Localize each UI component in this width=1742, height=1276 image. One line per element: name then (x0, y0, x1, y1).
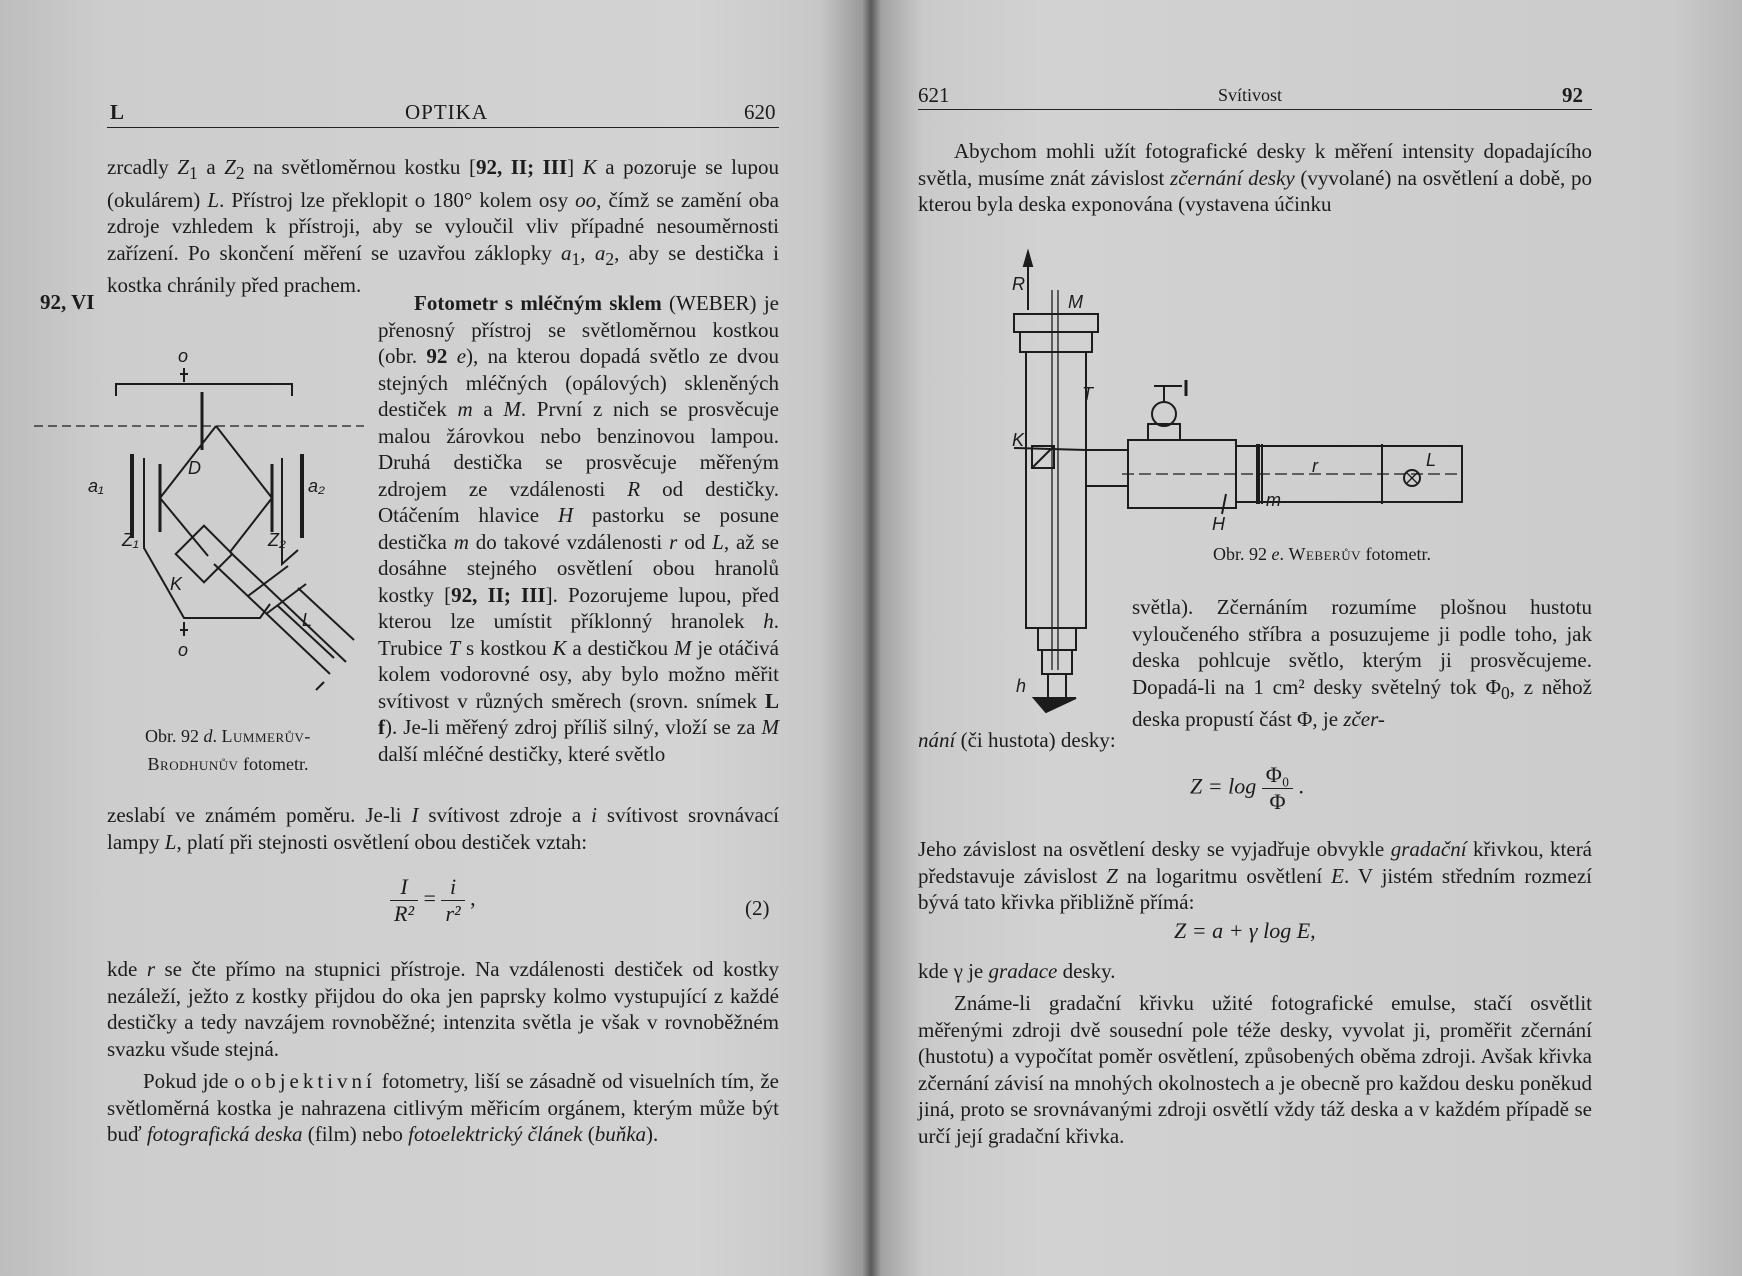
paragraph-blackening: světla). Zčernáním rozumíme plošnou hustotu vyloučeného stříbra a posuzujeme ji podle toho, jak deska pohlcuje světlo, kterým ji prosvěcujeme. Dopadá-li na 1 cm² desky světelný tok $\Phi_0$, z něhož deska propustí část Φ, je zčer- (1132, 595, 1592, 732)
header-title: OPTIKA (405, 100, 488, 124)
paragraph-known-curve (918, 990, 1592, 1149)
weber-text: Fotometr s mléčným sklem (WEBER) je přenosný přístroj se světloměrnou kostkou (obr. 92 e), na kterou dopadá světlo ze dvou stejných mléčných (opálových) skleněných destiček m a M. První z nich se prosvěcuje malou žárovkou nebo benzinovou lampou. Druhá destička se prosvěcuje měřeným zdrojem ze vzdálenosti R od destičky. Otáčením hlavice H pastorku se posune destička m do takové vzdálenosti r od L, až se dosáhne stejného osvětlení obou hranolů kostky [92, II; III]. Pozorujeme lupou, před kterou lze umístit příklonný hranolek h. Trubice T s kostkou K a destičkou M je otáčivá kolem vodorovné osy, aby bylo možno měřit svítivost v různých směrech (srovn. snímek L f). Je-li měřený zdroj příliš silný, vloží se za M další mléčné destičky, které světlo (378, 291, 780, 766)
objective-text: Pokud jde o objektivní fotometry, liší se zásadně od visuelních tím, že světloměrná kostka je nahrazena citlivým měřicím orgánem, kterým může být buď fotografická deska (film) nebo fotoelektrický článek (buňka). (107, 1069, 779, 1146)
equation-number: (2) (745, 896, 770, 920)
caption-line-1: Obr. 92 d. Lummerův- (145, 726, 311, 746)
fig-label-o-bottom: o (178, 640, 189, 660)
fig-label-Z1: Z₁ (122, 530, 139, 550)
paragraph-distance: kde r se čte přímo na stupnici přístroje. Na vzdálenosti destiček od kostky nezáleží, ježto z kostky přijdou do oka jen paprsky kolmo vystupující z každé destičky a tedy navzájem rovnoběžné; intenzita světla je však v rovnoběžném svazku všude stejná. (107, 957, 779, 1061)
paragraph-relation: zeslabí ve známém poměru. Je-li I svítivost zdroje a i svítivost srovnávací lampy L, platí při stejnosti osvětlení obou destiček vztah: (107, 803, 779, 854)
fig-label-o-top: o (178, 346, 189, 366)
fig-label-H: H (1212, 514, 1225, 534)
right-page (872, 0, 1742, 1276)
margin-reference: 92, VI (40, 290, 95, 314)
header-title-right: Svítivost (1218, 85, 1283, 105)
fig-label-a2: a₂ (308, 476, 325, 496)
equation-gradation: Z = a + γ log E, (1174, 918, 1316, 943)
equation-density (1190, 762, 1304, 815)
fig-label-K-right: K (1012, 430, 1025, 450)
paragraph-blackening-end: nání (či hustota) desky: (918, 728, 1116, 752)
paragraph-objective (107, 1068, 779, 1148)
eq2-den: R² (394, 901, 415, 926)
header-rule (107, 127, 779, 128)
paragraph-gamma: kde γ je gradace desky. (918, 959, 1116, 983)
fig-label-a1: a₁ (88, 476, 104, 496)
caption-line-2: Brodhunův fotometr. (147, 754, 309, 774)
fig-label-h: h (1016, 676, 1027, 696)
fig-label-K: K (170, 574, 183, 594)
photo-plates-text: Abychom mohli užít fotografické desky k měření intensity dopadajícího světla, musíme znát závislost zčernání desky (vyvolané) na osvětlení a době, po kterou byla deska exponována (vystavena účinku (918, 139, 1592, 216)
eq2-equals: = (423, 885, 436, 911)
fig-label-m: m (1266, 490, 1281, 510)
fig-label-D: D (188, 458, 201, 478)
fig-label-L-right: L (1426, 450, 1437, 470)
fig-label-L: L (302, 610, 313, 630)
paragraph-lummer-end: zrcadly $Z_1$ a $Z_2$ na světloměrnou kostku [92, II; III] K a pozoruje se lupou (okulárem) L. Přístroj lze překlopit o 180° kolem osy oo, čímž se zamění oba zdroje vzhledem k přístroji, aby se vyloučil vliv případné nesouměrnosti zařízení. Po skončení měření se uzavřou záklopky $a_1$, $a_2$, aby se destička i kostka chránily před prachem. (107, 155, 780, 298)
eq2-comma: , (470, 885, 476, 911)
density-dot: . (1298, 773, 1305, 799)
header-page-number: 620 (744, 100, 776, 124)
caption-figure-92e: Obr. 92 e. Weberův fotometr. (1213, 544, 1431, 564)
header-section-number: 92 (1562, 83, 1583, 107)
fig-label-M: M (1068, 292, 1083, 312)
paragraph-gradation: Jeho závislost na osvětlení desky se vyjadřuje obvykle gradační křivkou, která představuje závislost Z na logaritmu osvětlení E. V jistém středním rozmezí bývá tato křivka přibližně přímá: (918, 837, 1593, 914)
figure-lummer-brodhun (34, 338, 374, 718)
fig-label-T: T (1082, 384, 1093, 404)
caption-figure-92d (108, 722, 348, 778)
fig-label-r: r (1312, 456, 1318, 476)
header-rule-right (918, 109, 1592, 110)
header-page-number-right: 621 (918, 83, 950, 107)
paragraph-weber (378, 290, 779, 767)
fig-label-Z2: Z₂ (268, 530, 286, 550)
header-chapter-letter: L (110, 100, 125, 124)
equation-2 (390, 874, 476, 927)
fig-label-R: R (1012, 274, 1025, 294)
density-lhs: Z = log (1190, 773, 1257, 799)
density-den: Φ (1269, 789, 1286, 814)
paragraph-photo-plates (918, 138, 1592, 218)
left-page (0, 0, 870, 1276)
eq2-den2: r² (445, 901, 461, 926)
eq2-num2: i (441, 874, 464, 901)
eq2-num: I (390, 874, 418, 901)
known-curve-text: Známe-li gradační křivku užité fotografické emulse, stačí osvětlit měřenými zdroji dvě sousední pole téže desky, vyvolat ji, proměřit zčernání (hustotu) a vypočítat poměr osvětlení, způsobených oběma zdroji. Avšak křivka zčernání závisí na mnohých okolnostech a je obecně pro každou desku poněkud jiná, proto se srovnávanými zdroji osvětlí vždy táž deska a v každém případě se určí její gradační křivka. (918, 991, 1592, 1148)
density-num: Φ₀ (1262, 762, 1294, 789)
